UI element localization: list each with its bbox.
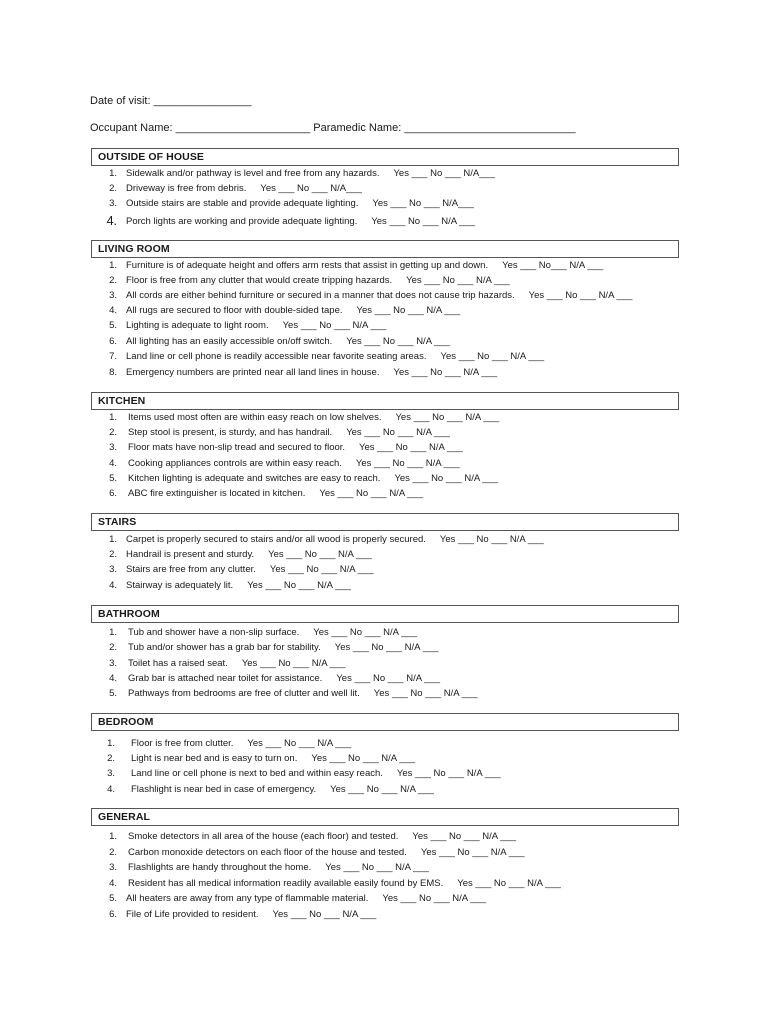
section-title: LIVING ROOM: [91, 240, 679, 258]
item-options[interactable]: Yes ___ No ___ N/A ___: [359, 442, 463, 453]
section-kitchen: [91, 392, 679, 499]
item-text: Pathways from bedrooms are free of clutter and well lit.: [128, 688, 360, 699]
item-options[interactable]: Yes ___ No ___ N/A___: [372, 198, 474, 209]
item-options[interactable]: Yes ___ No ___ N/A___: [393, 168, 496, 179]
item-options[interactable]: Yes ___ No ___ N/A ___: [382, 893, 487, 904]
item-text: Items used most often are within easy reach on low shelves.: [128, 412, 382, 423]
item-number: 4.: [109, 305, 117, 316]
item-options[interactable]: Yes ___ No ___ N/A ___: [346, 336, 450, 347]
item-number: 2.: [109, 847, 117, 858]
item-text: Stairway is adequately lit.: [126, 580, 234, 591]
item-text: Handrail is present and sturdy.: [126, 549, 255, 560]
item-options[interactable]: Yes ___ No ___ N/A ___: [420, 847, 525, 858]
section-living-room: [91, 240, 679, 378]
item-text: Porch lights are working and provide adequate lighting.: [126, 216, 358, 227]
item-text: Kitchen lighting is adequate and switches are easy to reach.: [128, 473, 381, 484]
item-options[interactable]: Yes ___ No ___ N/A ___: [371, 216, 476, 227]
item-number: 1.: [107, 738, 115, 749]
section-title: BATHROOM: [91, 605, 679, 623]
item-text: Toilet has a raised seat.: [128, 658, 228, 669]
item-number: 2.: [109, 275, 117, 286]
item-text: Land line or cell phone is next to bed and within easy reach.: [131, 768, 383, 779]
item-text: Carpet is properly secured to stairs and/or all wood is properly secured.: [126, 534, 426, 545]
item-number: 3.: [109, 862, 117, 873]
item-text: Resident has all medical information readily available easily found by EMS.: [128, 878, 444, 889]
item-text: Tub and shower have a non-slip surface.: [128, 627, 300, 638]
item-options[interactable]: Yes ___ No ___ N/A ___: [268, 549, 372, 560]
item-number: 4.: [109, 878, 117, 889]
item-number: 2.: [109, 549, 117, 560]
item-text: Flashlight is near bed in case of emergency.: [131, 784, 317, 795]
item-text: Light is near bed and is easy to turn on.: [131, 753, 298, 764]
item-text: Land line or cell phone is readily accessible near favorite seating areas.: [126, 351, 427, 362]
item-options[interactable]: Yes ___ No ___ N/A ___: [325, 862, 429, 873]
item-options[interactable]: Yes ___ No ___ N/A ___: [439, 534, 544, 545]
item-text: All rugs are secured to floor with double-sided tape.: [126, 305, 343, 316]
item-options[interactable]: Yes ___ No ___ N/A ___: [311, 753, 416, 764]
item-number: 1.: [109, 534, 117, 545]
section-title: OUTSIDE OF HOUSE: [91, 148, 679, 166]
item-options[interactable]: Yes ___ No ___ N/A ___: [412, 831, 517, 842]
item-options[interactable]: Yes ___ No ___ N/A ___: [393, 367, 498, 378]
item-text: Floor mats have non-slip tread and secured to floor.: [128, 442, 346, 453]
item-options[interactable]: Yes ___ No ___ N/A ___: [247, 580, 351, 591]
item-number: 6.: [109, 336, 117, 347]
item-number: 5.: [109, 893, 117, 904]
item-text: File of Life provided to resident.: [126, 909, 259, 920]
item-text: Step stool is present, is sturdy, and has handrail.: [128, 427, 333, 438]
item-number: 5.: [109, 320, 117, 331]
item-options[interactable]: Yes ___ No ___ N/A ___: [440, 351, 545, 362]
item-text: Cooking appliances controls are within easy reach.: [128, 458, 342, 469]
item-text: Outside stairs are stable and provide adequate lighting.: [126, 198, 359, 209]
item-number: 4.: [109, 580, 117, 591]
item-text: Emergency numbers are printed near all land lines in house.: [126, 367, 380, 378]
item-number: 1.: [109, 627, 117, 638]
item-text: All heaters are away from any type of flammable material.: [126, 893, 369, 904]
item-options[interactable]: Yes ___ No ___ N/A ___: [330, 784, 434, 795]
item-options[interactable]: Yes ___ No ___ N/A ___: [334, 642, 439, 653]
date-of-visit-line: Date of visit: ________________: [90, 95, 252, 107]
item-number: 7.: [109, 351, 117, 362]
item-number: 2.: [107, 753, 115, 764]
item-number: 5.: [109, 688, 117, 699]
item-options[interactable]: Yes ___ No ___ N/A ___: [355, 458, 460, 469]
section-title: KITCHEN: [91, 392, 679, 410]
item-text: All cords are either behind furniture or secured in a manner that does not cause trip hazards.: [126, 290, 515, 301]
item-options[interactable]: Yes ___ No ___ N/A ___: [336, 673, 441, 684]
item-options[interactable]: Yes ___ No ___ N/A ___: [394, 473, 499, 484]
item-text: ABC fire extinguisher is located in kitchen.: [128, 488, 306, 499]
item-number: 3.: [109, 564, 117, 575]
item-number: 3.: [109, 198, 117, 209]
item-options[interactable]: Yes ___ No ___ N/A ___: [373, 688, 478, 699]
section-bedroom: [91, 713, 679, 795]
item-text: Lighting is adequate to light room.: [126, 320, 269, 331]
item-text: Floor is free from clutter.: [131, 738, 234, 749]
item-options[interactable]: Yes ___ No ___ N/A ___: [356, 305, 461, 316]
item-number: 1.: [109, 260, 117, 271]
item-number: 6.: [109, 909, 117, 920]
item-text: All lighting has an easily accessible on/off switch.: [126, 336, 333, 347]
item-number: 1.: [109, 168, 117, 179]
item-options[interactable]: Yes ___ No ___ N/A ___: [272, 909, 377, 920]
item-number: 3.: [109, 290, 117, 301]
item-text: Sidewalk and/or pathway is level and free from any hazards.: [126, 168, 380, 179]
item-number: 1.: [109, 412, 117, 423]
item-options[interactable]: Yes ___ No ___ N/A ___: [269, 564, 374, 575]
item-text: Furniture is of adequate height and offers arm rests that assist in getting up and down.: [126, 260, 489, 271]
item-options[interactable]: Yes ___ No ___ N/A ___: [319, 488, 424, 499]
item-number: 2.: [109, 427, 117, 438]
item-text: Carbon monoxide detectors on each floor of the house and tested.: [128, 847, 407, 858]
item-number: 1.: [109, 831, 117, 842]
section-general: [91, 808, 679, 920]
item-options[interactable]: Yes ___ No ___ N/A ___: [395, 412, 500, 423]
section-stairs: [91, 513, 679, 591]
section-outside-of-house: [91, 148, 679, 228]
item-text: Flashlights are handy throughout the home.: [128, 862, 312, 873]
item-options[interactable]: Yes ___ No ___ N/A ___: [241, 658, 346, 669]
item-number: 3.: [107, 768, 115, 779]
item-options[interactable]: Yes ___ No ___ N/A ___: [406, 275, 510, 286]
item-number: 5.: [109, 473, 117, 484]
occupant-paramedic-line: Occupant Name: ______________________ Paramedic Name: ____________________________: [90, 122, 576, 134]
item-text: Tub and/or shower has a grab bar for stability.: [128, 642, 321, 653]
item-options[interactable]: Yes ___ No ___ N/A ___: [528, 290, 633, 301]
item-number: 4.: [106, 214, 117, 228]
item-options[interactable]: Yes ___ No ___ N/A ___: [247, 738, 352, 749]
item-options[interactable]: Yes ___ No ___ N/A ___: [457, 878, 561, 889]
item-text: Smoke detectors in all area of the house (each floor) and tested.: [128, 831, 399, 842]
item-number: 3.: [109, 442, 117, 453]
item-options[interactable]: Yes ___ No___ N/A ___: [502, 260, 604, 271]
item-number: 4.: [109, 458, 117, 469]
item-options[interactable]: Yes ___ No ___ N/A ___: [346, 427, 450, 438]
item-number: 6.: [109, 488, 117, 499]
item-text: Driveway is free from debris.: [126, 183, 247, 194]
item-number: 4.: [107, 784, 115, 795]
item-number: 3.: [109, 658, 117, 669]
item-number: 2.: [109, 642, 117, 653]
item-number: 2.: [109, 183, 117, 194]
item-number: 4.: [109, 673, 117, 684]
item-text: Floor is free from any clutter that would create tripping hazards.: [126, 275, 393, 286]
item-text: Stairs are free from any clutter.: [126, 564, 256, 575]
section-title: STAIRS: [91, 513, 679, 531]
section-title: BEDROOM: [91, 713, 679, 731]
item-options[interactable]: Yes ___ No ___ N/A___: [260, 183, 362, 194]
item-number: 8.: [109, 367, 117, 378]
section-title: GENERAL: [91, 808, 679, 826]
item-options[interactable]: Yes ___ No ___ N/A ___: [282, 320, 387, 331]
item-text: Grab bar is attached near toilet for assistance.: [128, 673, 323, 684]
item-options[interactable]: Yes ___ No ___ N/A ___: [313, 627, 417, 638]
section-bathroom: [91, 605, 679, 699]
item-options[interactable]: Yes ___ No ___ N/A ___: [396, 768, 501, 779]
